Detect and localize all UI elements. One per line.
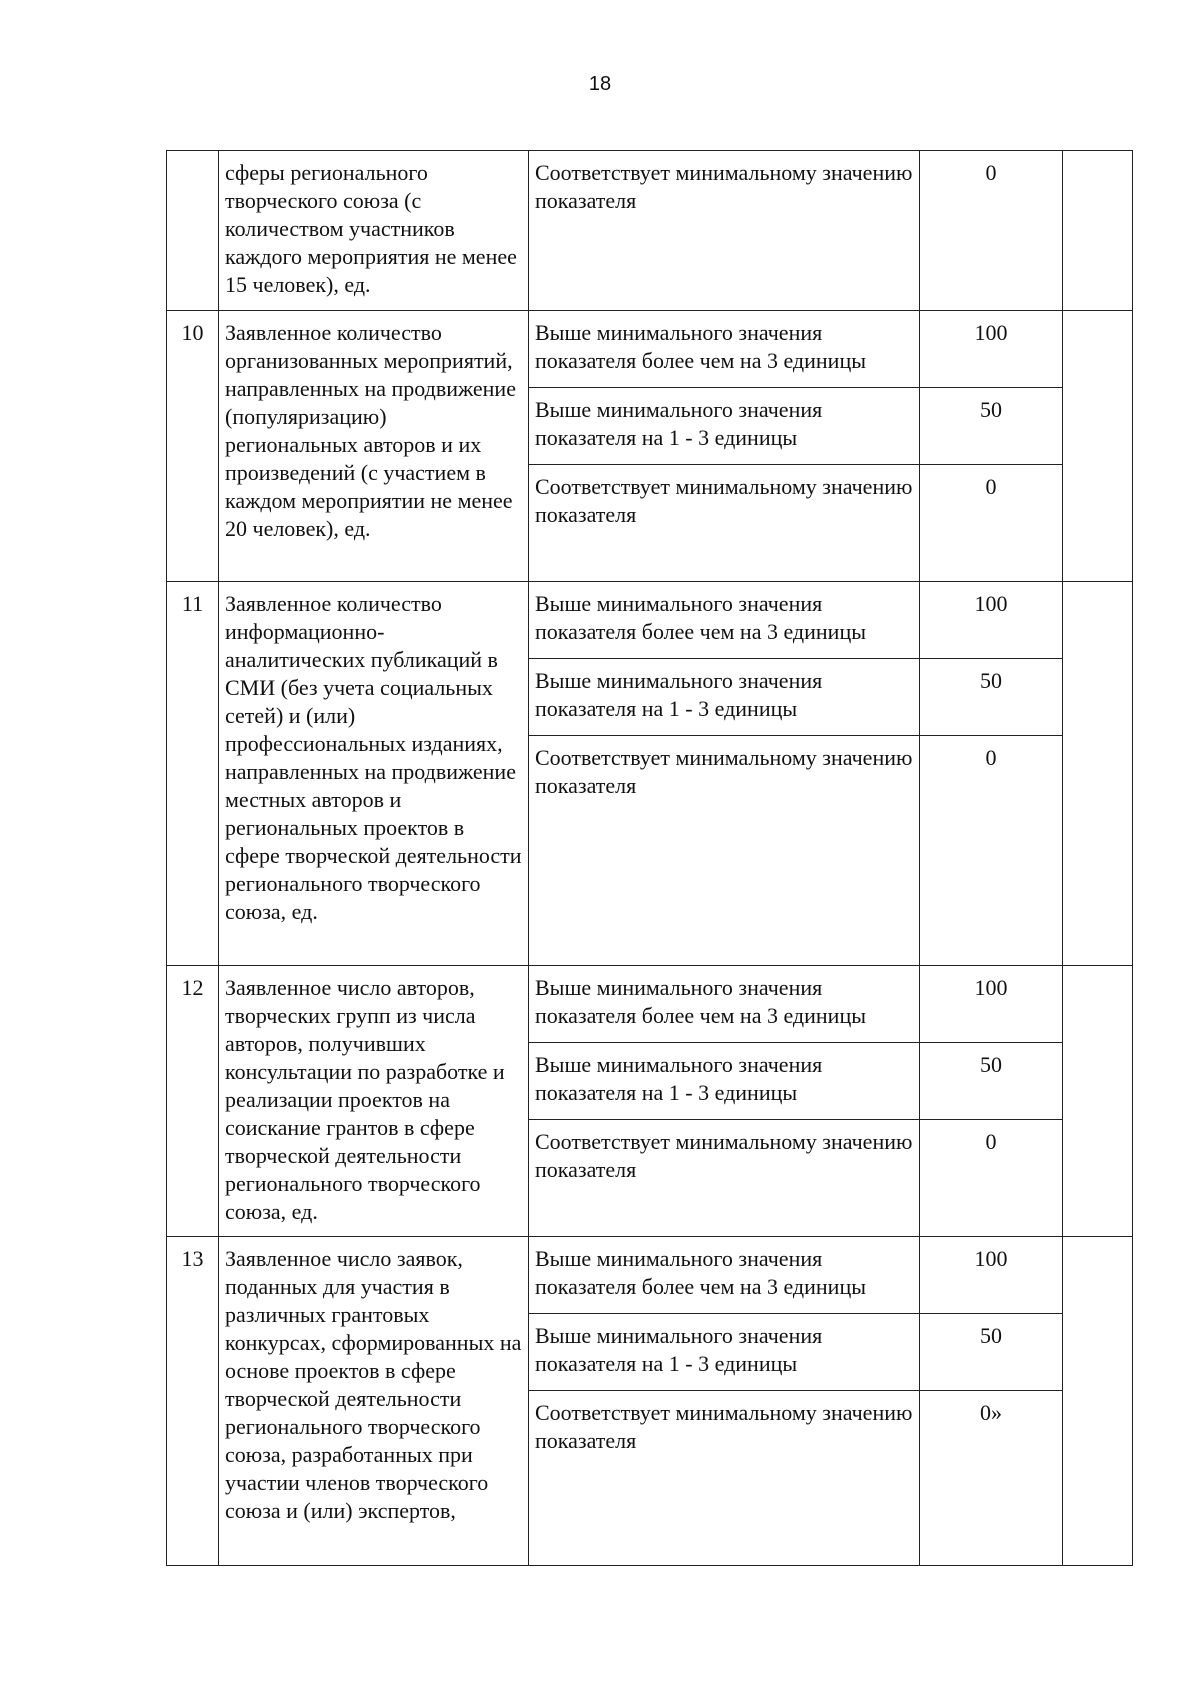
score-cell: 50	[920, 1314, 1063, 1391]
table-row	[167, 1237, 1133, 1314]
condition-cell: Выше минимального значения показателя более чем на 3 единицы	[529, 311, 920, 388]
condition-cell: Выше минимального значения показателя более чем на 3 единицы	[529, 582, 920, 659]
row-number: 11	[167, 582, 219, 966]
criteria-table	[166, 150, 1133, 1566]
score-cell: 100	[920, 966, 1063, 1043]
condition-cell: Соответствует минимальному значению показателя	[529, 1391, 920, 1566]
empty-cell	[1063, 151, 1133, 311]
condition-cell: Соответствует минимальному значению показателя	[529, 1120, 920, 1237]
table-row	[167, 151, 1133, 311]
condition-cell: Выше минимального значения показателя на 1 - 3 единицы	[529, 1043, 920, 1120]
indicator-cell: Заявленное количество информационно-аналитических публикаций в СМИ (без учета социальных сетей) и (или) профессиональных изданиях, направленных на продвижение местных авторов и региональных проектов в сфере творческой деятельности регионального творческого союза, ед.	[219, 582, 529, 966]
score-cell: 100	[920, 311, 1063, 388]
condition-cell: Выше минимального значения показателя более чем на 3 единицы	[529, 1237, 920, 1314]
condition-cell: Выше минимального значения показателя на 1 - 3 единицы	[529, 659, 920, 736]
score-cell: 0	[920, 151, 1063, 311]
row-number: 10	[167, 311, 219, 582]
row-number: 12	[167, 966, 219, 1237]
empty-cell	[1063, 966, 1133, 1237]
score-cell: 100	[920, 1237, 1063, 1314]
empty-cell	[1063, 1237, 1133, 1566]
table-row	[167, 311, 1133, 388]
page-number: 18	[588, 73, 612, 95]
condition-cell: Выше минимального значения показателя на 1 - 3 единицы	[529, 388, 920, 465]
condition-cell: Соответствует минимальному значению показателя	[529, 465, 920, 582]
score-cell: 50	[920, 1043, 1063, 1120]
empty-cell	[1063, 582, 1133, 966]
indicator-cell: Заявленное число заявок, поданных для участия в различных грантовых конкурсах, сформированных на основе проектов в сфере творческой деятельности регионального творческого союза, разработанных при участии членов творческого союза и (или) экспертов,	[219, 1237, 529, 1566]
indicator-cell: сферы регионального творческого союза (с количеством участников каждого мероприятия не менее 15 человек), ед.	[219, 151, 529, 311]
score-cell: 0	[920, 1120, 1063, 1237]
condition-cell: Выше минимального значения показателя на 1 - 3 единицы	[529, 1314, 920, 1391]
condition-cell: Выше минимального значения показателя более чем на 3 единицы	[529, 966, 920, 1043]
score-cell: 100	[920, 582, 1063, 659]
row-number: 13	[167, 1237, 219, 1566]
score-cell: 0	[920, 465, 1063, 582]
score-cell: 50	[920, 388, 1063, 465]
condition-cell: Соответствует минимальному значению показателя	[529, 736, 920, 966]
score-cell: 50	[920, 659, 1063, 736]
condition-cell: Соответствует минимальному значению показателя	[529, 151, 920, 311]
indicator-cell: Заявленное количество организованных мероприятий, направленных на продвижение (популяризацию) региональных авторов и их произведений (с участием в каждом мероприятии не менее 20 человек), ед.	[219, 311, 529, 582]
score-cell: 0»	[920, 1391, 1063, 1566]
empty-cell	[1063, 311, 1133, 582]
score-cell: 0	[920, 736, 1063, 966]
row-number	[167, 151, 219, 311]
indicator-cell: Заявленное число авторов, творческих групп из числа авторов, получивших консультации по разработке и реализации проектов на соискание грантов в сфере творческой деятельности регионального творческого союза, ед.	[219, 966, 529, 1237]
table-row	[167, 966, 1133, 1043]
table-row	[167, 582, 1133, 659]
